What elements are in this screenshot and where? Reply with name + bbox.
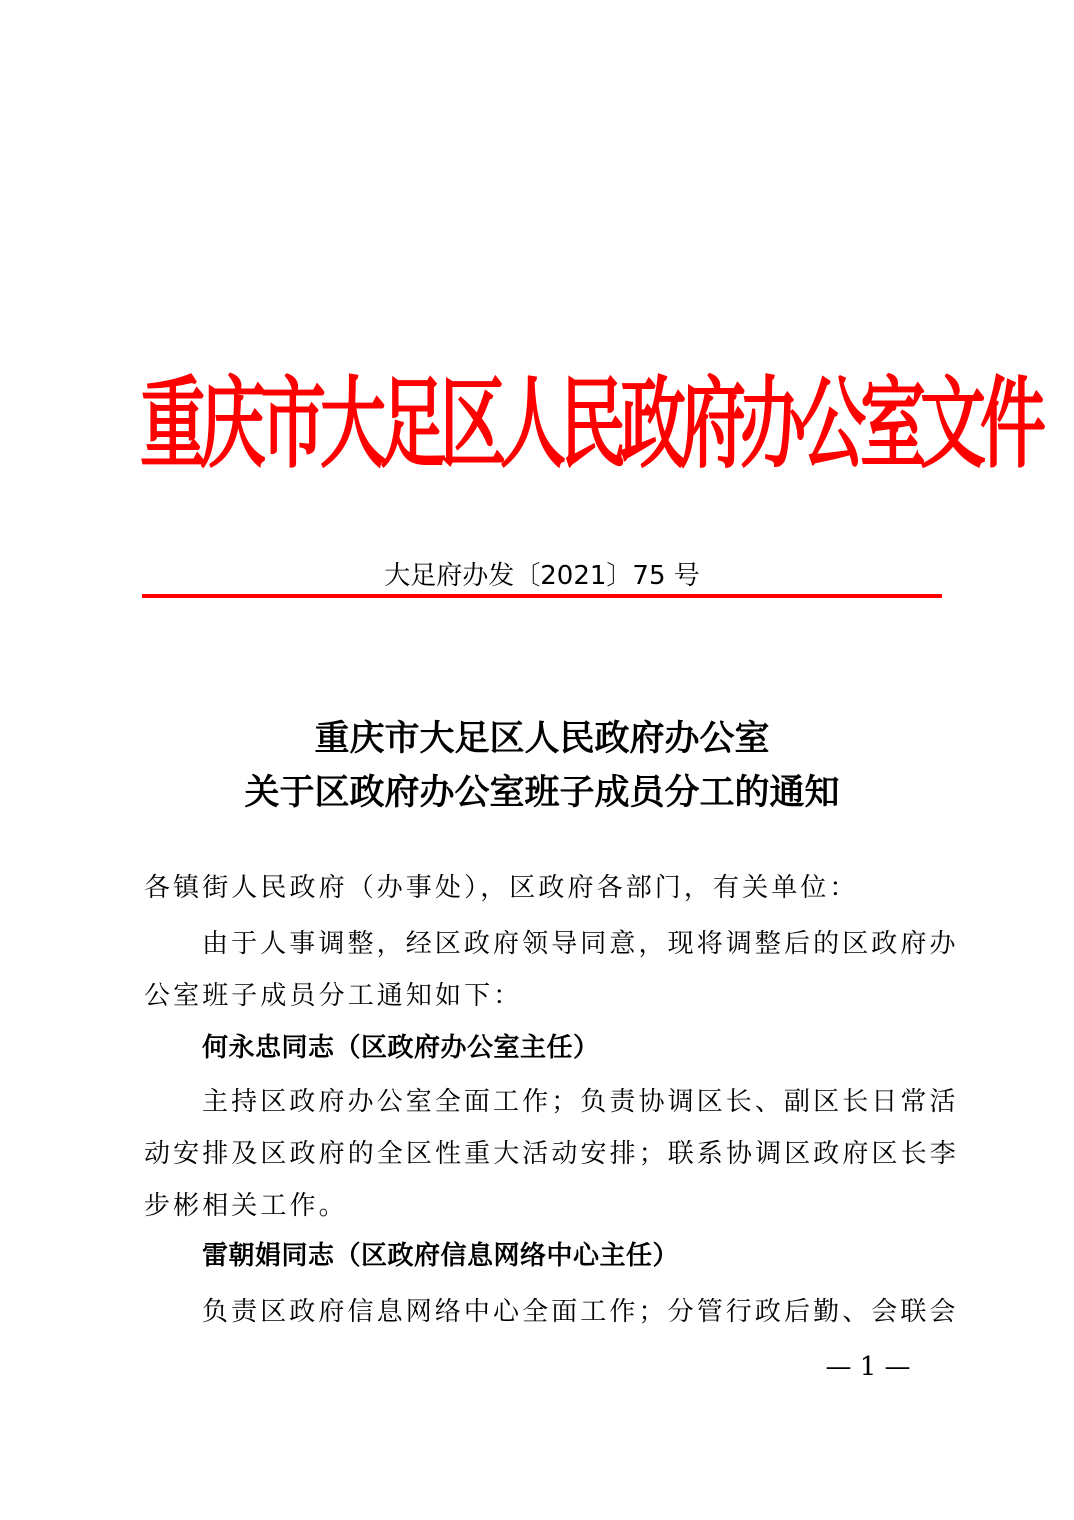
notice-title-line-1: 重庆市大足区人民政府办公室 (314, 718, 770, 759)
intro-paragraph-line: 由于人事调整，经区政府领导同意，现将调整后的区政府办 (202, 929, 959, 959)
red-divider-line (142, 594, 942, 598)
duty-paragraph-line: 负责区政府信息网络中心全面工作；分管行政后勤、会联会 (202, 1297, 959, 1327)
person-heading-lei-chaojuan: 雷朝娟同志（区政府信息网络中心主任） (202, 1241, 680, 1271)
salutation: 各镇街人民政府（办事处），区政府各部门，有关单位： (144, 873, 859, 903)
intro-paragraph-line: 公室班子成员分工通知如下： (144, 981, 523, 1011)
duty-paragraph-line: 步彬相关工作。 (144, 1191, 348, 1221)
document-masthead: 重庆市大足区人民政府办公室文件 (140, 366, 1040, 482)
page-number: — 1 — (825, 1352, 911, 1382)
notice-title-line-2: 关于区政府办公室班子成员分工的通知 (244, 772, 840, 813)
duty-paragraph-line: 主持区政府办公室全面工作；负责协调区长、副区长日常活 (202, 1087, 959, 1117)
document-number: 大足府办发〔2021〕75 号 (384, 561, 700, 591)
person-heading-he-yongzhong: 何永忠同志（区政府办公室主任） (202, 1033, 600, 1063)
duty-paragraph-line: 动安排及区政府的全区性重大活动安排；联系协调区政府区长李 (144, 1139, 959, 1169)
